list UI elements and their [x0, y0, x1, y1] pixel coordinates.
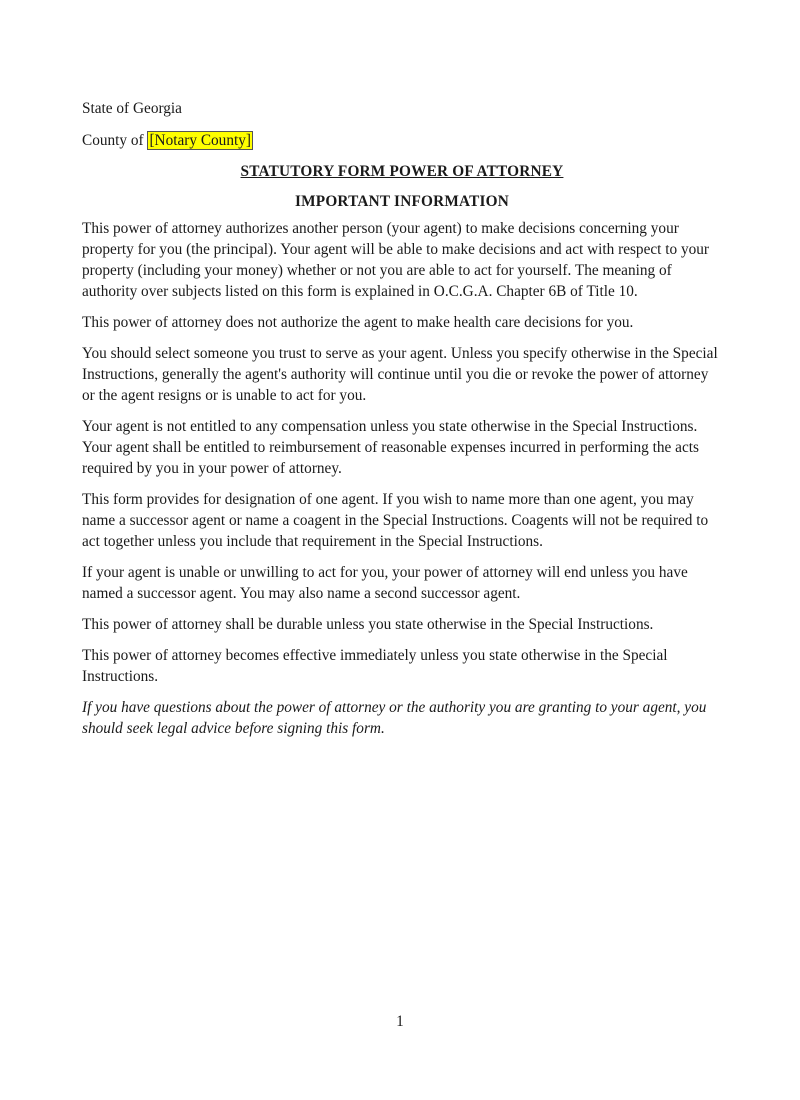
paragraph-select-agent: You should select someone you trust to serve as your agent. Unless you specify otherwise in the Special Instructions, generally the agent's authority will continue until you die or revoke the power of attorney or the agent resigns or is unable to act for you. — [82, 345, 718, 404]
county-placeholder-field[interactable]: [Notary County] — [149, 132, 251, 149]
page-number: 1 — [396, 1013, 404, 1030]
paragraph-durable: This power of attorney shall be durable unless you state otherwise in the Special Instructions. — [82, 616, 654, 633]
document-page — [82, 98, 722, 749]
state-line: State of Georgia — [82, 100, 182, 117]
paragraph-health-care: This power of attorney does not authorize the agent to make health care decisions for you. — [82, 314, 634, 331]
document-title: STATUTORY FORM POWER OF ATTORNEY — [240, 163, 564, 180]
county-prefix: County of — [82, 132, 148, 149]
paragraph-compensation: Your agent is not entitled to any compensation unless you state otherwise in the Special Instructions. Your agent shall be entitled to reimbursement of reasonable expenses incurred in performing the acts required by you in your power of attorney. — [82, 418, 699, 477]
paragraph-authorization: This power of attorney authorizes another person (your agent) to make decisions concerning your property for you (the principal). Your agent will be able to make decisions and act with respect to your property (including your money) whether or not you are able to act for yourself. The meaning of authority over subjects listed on this form is explained in O.C.G.A. Chapter 6B of Title 10. — [82, 220, 709, 300]
paragraph-successor: If your agent is unable or unwilling to act for you, your power of attorney will end unless you have named a successor agent. You may also name a second successor agent. — [82, 564, 688, 602]
county-line — [82, 130, 722, 151]
paragraph-designation: This form provides for designation of one agent. If you wish to name more than one agent, you may name a successor agent or name a coagent in the Special Instructions. Coagents will not be required to act together unless you include that requirement in the Special Instructions. — [82, 491, 709, 550]
section-heading: IMPORTANT INFORMATION — [295, 193, 509, 210]
paragraph-effective: This power of attorney becomes effective immediately unless you state otherwise in the Special Instructions. — [82, 647, 668, 685]
paragraph-legal-advice: If you have questions about the power of attorney or the authority you are granting to your agent, you should seek legal advice before signing this form. — [82, 699, 707, 737]
